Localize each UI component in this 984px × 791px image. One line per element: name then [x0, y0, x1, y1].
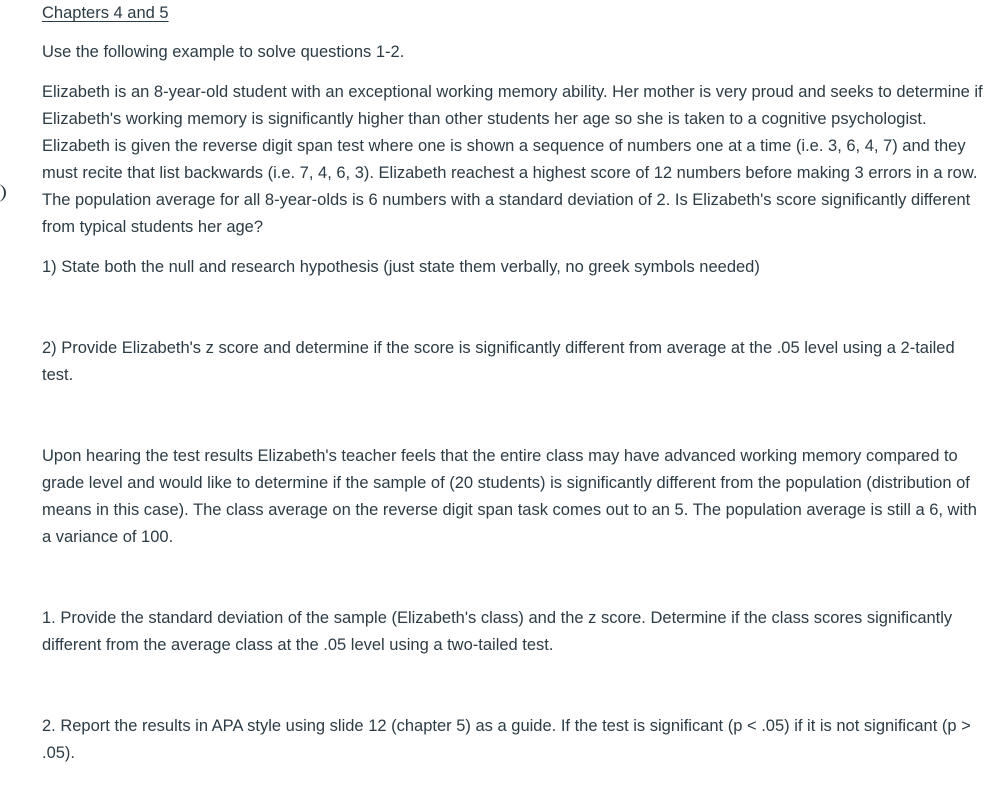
question-2: 2) Provide Elizabeth's z score and determine if the score is significantly different from average at the .05 level using a 2-tailed test.	[42, 339, 955, 384]
intro-paragraph: Use the following example to solve questions 1-2.	[42, 43, 405, 61]
scenario-paragraph: Elizabeth is an 8-year-old student with an exceptional working memory ability. Her mother is very proud and seeks to determine if Elizabeth's working memory is significantly higher than other students her age so she is taken to a cognitive psychologist. Elizabeth is given the reverse digit span test where one is shown a sequence of numbers one at a time (i.e. 3, 6, 4, 7) and they must recite that list backwards (i.e. 7, 4, 6, 3). Elizabeth reachest a highest score of 12 numbers before making 3 errors in a row. The population average for all 8-year-olds is 6 numbers with a standard deviation of 2. Is Elizabeth's score significantly different from typical students her age?	[42, 83, 983, 236]
class-scenario-paragraph: Upon hearing the test results Elizabeth's teacher feels that the entire class may have advanced working memory compared to grade level and would like to determine if the sample of (20 students) is significantly different from the population (distribution of means in this case). The class average on the reverse digit span task comes out to an 5. The population average is still a 6, with a variance of 100.	[42, 447, 977, 546]
heading-text: Chapters 4 and 5	[42, 4, 169, 22]
class-question-1: 1. Provide the standard deviation of the sample (Elizabeth's class) and the z score. Determine if the class scores significantly different from the average class at the .05 level using a two-tailed test.	[42, 609, 953, 654]
question-1: 1) State both the null and research hypothesis (just state them verbally, no greek symbols needed)	[42, 258, 760, 276]
edge-bracket-mark	[0, 184, 6, 202]
document-body	[42, 0, 984, 767]
page-heading	[42, 0, 984, 26]
class-question-2: 2. Report the results in APA style using slide 12 (chapter 5) as a guide. If the test is significant (p < .05) if it is not significant (p > .05).	[42, 717, 971, 762]
